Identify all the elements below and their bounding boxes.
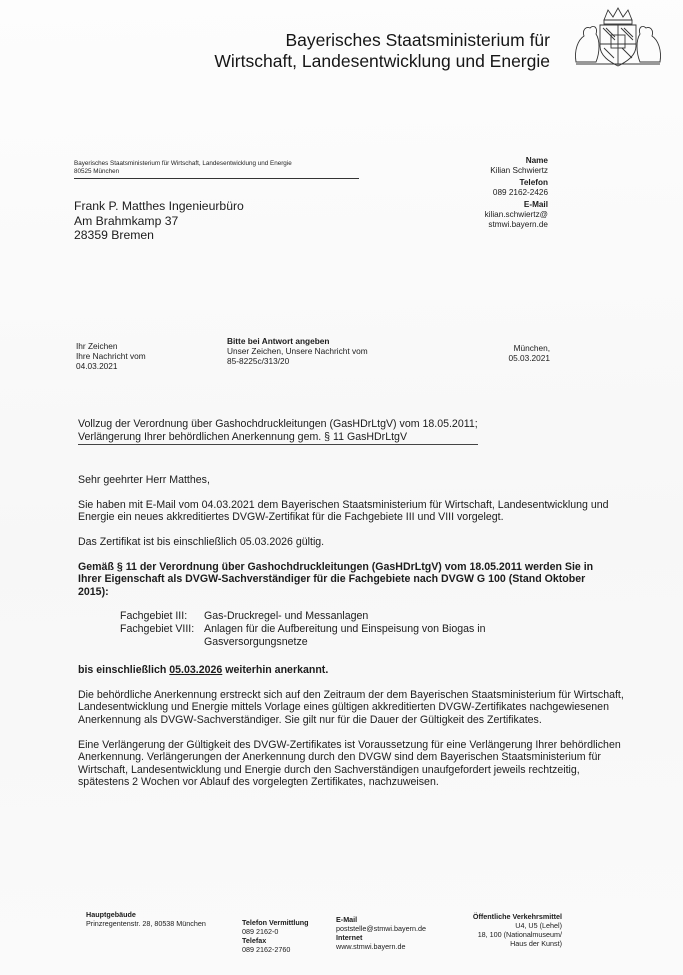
salutation: Sehr geehrter Herr Matthes,: [78, 474, 210, 487]
recognized-date: 05.03.2026: [169, 664, 223, 677]
fachgebiet-label: Fachgebiet VIII:: [120, 622, 195, 635]
footer-haupt-label: Hauptgebäude: [86, 910, 136, 919]
ref-ihr-zeichen-label: Ihr Zeichen: [76, 341, 118, 351]
footer-tel-label: Telefon Vermittlung: [242, 918, 309, 927]
fachgebiet-value: Anlagen für die Aufbereitung und Einspeisung von Biogas in Gasversorgungsnetze: [204, 622, 486, 648]
footer-internet-value: www.stmwi.bayern.de: [336, 942, 406, 951]
sender-return-address: [74, 160, 359, 179]
footer-email-internet: [336, 915, 426, 951]
ministry-title-line2: Wirtschaft, Landesentwicklung und Energie: [214, 51, 550, 71]
subject-line-1: Vollzug der Verordnung über Gashochdruckleitungen (GasHDrLtgV) vom 18.05.2011;: [78, 418, 478, 430]
paragraph-4: Die behördliche Anerkennung erstreckt sich auf den Zeitraum der dem Bayerischen Staatsministerium für Wirtschaft, Landesentwicklung und Energie mittels Vorlage eines gültigen akkreditierten DVGW-Zertifikates nachgewiesenen Anerkennung als DVGW-Sachverständiger. Sie gilt nur für die Dauer der Gültigkeit des Zertifikates.: [78, 688, 624, 726]
contact-email-label: E-Mail: [523, 200, 548, 209]
footer-haupt-value: Prinzregentenstr. 28, 80538 München: [86, 919, 206, 928]
recipient-street: Am Brahmkamp 37: [74, 213, 179, 228]
footer-transport: [450, 912, 562, 948]
contact-phone-label: Telefon: [519, 178, 548, 187]
footer-tel-value: 089 2162-0: [242, 927, 279, 936]
ref-bitte-label: Bitte bei Antwort angeben: [227, 336, 330, 346]
fachgebiet-value: Gas-Druckregel- und Messanlagen: [204, 610, 369, 623]
fachgebiete-list: [120, 610, 540, 648]
ref-unser-zeichen-value: 85-8225c/313/20: [227, 356, 290, 366]
ref-ihre-nachricht-label: Ihre Nachricht vom: [76, 351, 146, 361]
recipient-name: Frank P. Matthes Ingenieurbüro: [74, 199, 244, 213]
recognized-prefix: bis einschließlich: [78, 664, 170, 677]
footer-oeff-line2: 18, 100 (Nationalmuseum/: [477, 930, 562, 939]
ref-place: München,: [513, 343, 550, 353]
ministry-title-line1: Bayerisches Staatsministerium für: [285, 30, 550, 50]
letter-body: [78, 418, 630, 789]
footer-email-value: poststelle@stmwi.bayern.de: [336, 924, 426, 933]
ref-place-date: [470, 343, 550, 363]
fachgebiet-label: Fachgebiet III:: [120, 610, 188, 623]
sender-line-1: Bayerisches Staatsministerium für Wirtschaft, Landesentwicklung und Energie: [74, 160, 292, 167]
ref-date: 05.03.2021: [508, 353, 550, 363]
ministry-title: [170, 30, 550, 72]
footer-oeff-line1: U4, U5 (Lehel): [515, 921, 562, 930]
paragraph-5: Eine Verlängerung der Gültigkeit des DVGW-Zertifikates ist Voraussetzung für eine Verlängerung Ihrer behördlichen Anerkennung. Verlängerungen der Anerkennung durch den DVGW sind dem Bayerischen Staatsministerium für Wirtschaft, Landesentwicklung und Energie durch den Sachverständigen unaufgefordert jeweils rechtzeitig, spätestens 2 Wochen vor Ablauf des vorgelegten Zertifikates, nachzuweisen.: [78, 738, 621, 789]
sender-line-2: 80525 München: [74, 168, 120, 175]
ref-our-sign: [227, 336, 368, 366]
recipient-address: [74, 199, 244, 243]
contact-email-value-1: kilian.schwiertz@: [484, 210, 548, 219]
contact-block: [440, 156, 548, 230]
paragraph-3: Gemäß § 11 der Verordnung über Gashochdruckleitungen (GasHDrLtgV) vom 18.05.2011 werden Sie in Ihrer Eigenschaft als DVGW-Sachverständiger für die Fachgebiete nach DVGW G 100 (Stand Oktober 2015):: [78, 560, 594, 598]
contact-name-value: Kilian Schwiertz: [490, 166, 548, 175]
contact-email-value-2: stmwi.bayern.de: [488, 220, 548, 229]
contact-phone-value: 089 2162-2426: [492, 188, 548, 197]
footer-fax-label: Telefax: [242, 936, 267, 945]
recognized-suffix: weiterhin anerkannt.: [222, 664, 329, 677]
footer-internet-label: Internet: [336, 933, 363, 942]
paragraph-1: Sie haben mit E-Mail vom 04.03.2021 dem Bayerischen Staatsministerium für Wirtschaft, Landesentwicklung und Energie ein neues akkreditiertes DVGW-Zertifikat für die Fachgebiete III und VIII vorgelegt.: [78, 498, 609, 524]
footer-phone: [242, 918, 309, 954]
recipient-city: 28359 Bremen: [74, 228, 154, 242]
footer-fax-value: 089 2162-2760: [242, 945, 291, 954]
fachgebiet-row: [120, 623, 540, 648]
recognized-statement: [78, 664, 630, 677]
subject-line-2: Verlängerung Ihrer behördlichen Anerkennung gem. § 11 GasHDrLtgV: [78, 430, 408, 443]
footer-email-label: E-Mail: [336, 915, 358, 924]
contact-name-label: Name: [525, 156, 548, 165]
paragraph-2: Das Zertifikat ist bis einschließlich 05.03.2026 gültig.: [78, 535, 325, 548]
ref-ihre-nachricht-date: 04.03.2021: [76, 361, 118, 371]
letter-subject: [78, 418, 478, 445]
fachgebiet-row: [120, 610, 540, 623]
bavarian-coat-of-arms-icon: [570, 6, 666, 68]
ref-unser-zeichen-label: Unser Zeichen, Unsere Nachricht vom: [227, 346, 368, 356]
footer-oeff-line3: Haus der Kunst): [510, 939, 562, 948]
footer-main-building: [86, 910, 206, 928]
footer-oeff-label: Öffentliche Verkehrsmittel: [472, 912, 562, 921]
ref-your-sign: [76, 341, 146, 371]
